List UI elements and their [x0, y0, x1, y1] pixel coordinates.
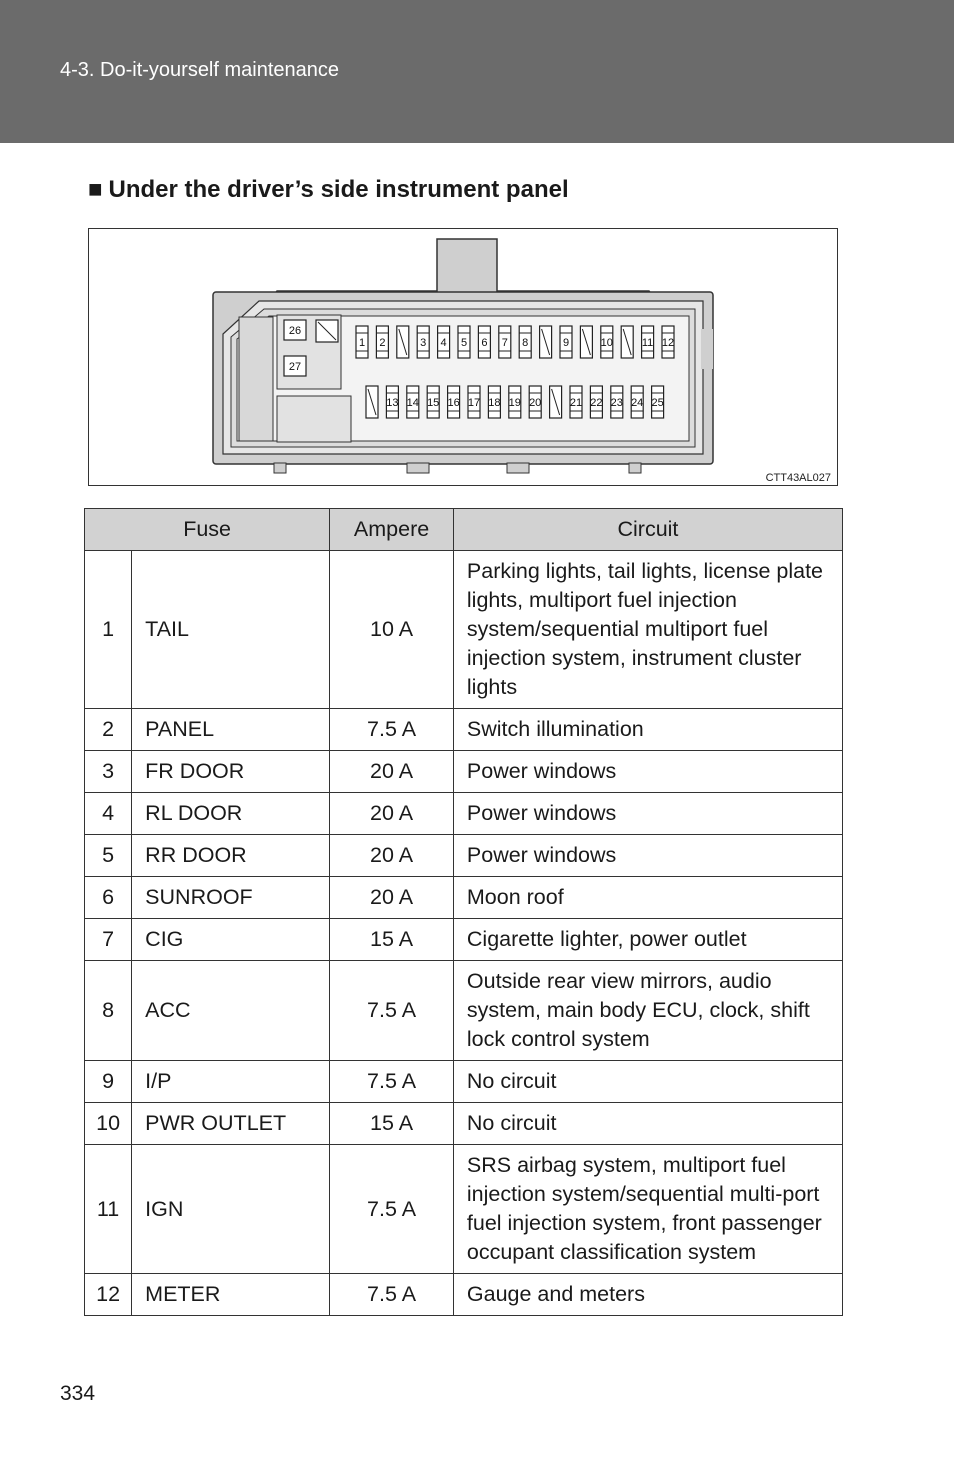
fuse-slot [356, 326, 368, 358]
fuse-slot-label: 2 [379, 337, 386, 349]
fuse-slot-label: 13 [386, 397, 399, 409]
fuse-slot [570, 386, 582, 418]
fuse-ampere: 15 A [330, 1103, 454, 1145]
fuse-number: 4 [85, 793, 132, 835]
empty-relay-slot [316, 320, 338, 342]
fuse-slot [376, 326, 388, 358]
fuse-slot-label: 14 [406, 397, 419, 409]
fuse-box-illustration [89, 229, 837, 485]
fuse-name: METER [132, 1274, 330, 1316]
section-title [88, 176, 569, 204]
fuse-slot-label: 19 [508, 397, 521, 409]
fuse-slot-label: 6 [481, 337, 488, 349]
fuse-slot-label: 3 [420, 337, 427, 349]
fuse-slot-label: 7 [501, 337, 508, 349]
fuse-name: RR DOOR [132, 835, 330, 877]
fuse-slot [407, 386, 419, 418]
fuse-slot-label: 22 [590, 397, 603, 409]
fuse-ampere: 15 A [330, 919, 454, 961]
fuse-ampere: 7.5 A [330, 961, 454, 1061]
fuse-name: ACC [132, 961, 330, 1061]
empty-fuse-slot [397, 326, 409, 358]
fuse-circuit: No circuit [453, 1103, 842, 1145]
relay-slot [284, 356, 306, 376]
fuse-slot-label: 18 [488, 397, 501, 409]
fuse-slot [651, 386, 663, 418]
fuse-slot [438, 326, 450, 358]
fuse-number: 3 [85, 751, 132, 793]
fuse-slot [478, 326, 490, 358]
fuse-slot [590, 386, 602, 418]
table-row [85, 751, 843, 793]
fuse-slot [662, 326, 674, 358]
fuse-slot-label: 16 [447, 397, 460, 409]
fuse-number: 12 [85, 1274, 132, 1316]
fuse-ampere: 20 A [330, 793, 454, 835]
fuse-number: 2 [85, 709, 132, 751]
fuse-circuit: No circuit [453, 1061, 842, 1103]
fuse-ampere: 20 A [330, 835, 454, 877]
fuse-slot-label: 5 [460, 337, 468, 349]
fuse-number: 7 [85, 919, 132, 961]
fuse-number: 8 [85, 961, 132, 1061]
fuse-number: 9 [85, 1061, 132, 1103]
fuse-number: 6 [85, 877, 132, 919]
fuse-ampere: 7.5 A [330, 1145, 454, 1274]
section-title-text: Under the driver’s side instrument panel [108, 176, 569, 203]
fuse-slot [611, 386, 623, 418]
fuse-slot [601, 326, 613, 358]
table-row [85, 919, 843, 961]
table-header-row [85, 509, 843, 551]
fuse-slot [519, 326, 531, 358]
fuse-slot-label: 17 [467, 397, 481, 409]
section-breadcrumb: 4-3. Do-it-yourself maintenance [60, 59, 340, 81]
fuse-name: SUNROOF [132, 877, 330, 919]
header-ampere: Ampere [330, 509, 454, 551]
fuse-slot-label: 9 [562, 337, 570, 349]
fuse-circuit: Power windows [453, 835, 842, 877]
fuse-name: IGN [132, 1145, 330, 1274]
table-row [85, 1061, 843, 1103]
fuse-slot-label: 11 [641, 337, 654, 349]
table-row [85, 709, 843, 751]
fuse-slot-label: 21 [569, 397, 583, 409]
fuse-circuit: Power windows [453, 751, 842, 793]
fuse-table [84, 508, 843, 1316]
fuse-name: PWR OUTLET [132, 1103, 330, 1145]
fuse-circuit: Cigarette lighter, power outlet [453, 919, 842, 961]
fuse-slot [529, 386, 541, 418]
fuse-slot-label: 23 [610, 397, 623, 409]
fuse-slot-label: 4 [440, 337, 447, 349]
fuse-ampere: 7.5 A [330, 709, 454, 751]
fuse-slot-label: 24 [631, 397, 644, 409]
header-fuse: Fuse [85, 509, 330, 551]
fuse-slot [642, 326, 654, 358]
table-row [85, 1145, 843, 1274]
fuse-circuit: Switch illumination [453, 709, 842, 751]
empty-fuse-slot [540, 326, 552, 358]
fuse-circuit: Outside rear view mirrors, audio system, main body ECU, clock, shift lock control system [453, 961, 842, 1061]
fuse-slot-label: 20 [529, 397, 542, 409]
relay-slot [284, 320, 306, 340]
relay-label: 26 [288, 325, 302, 337]
fuse-name: PANEL [132, 709, 330, 751]
fuse-name: CIG [132, 919, 330, 961]
table-row [85, 1103, 843, 1145]
fuse-circuit: Gauge and meters [453, 1274, 842, 1316]
fuse-slot-label: 15 [427, 397, 440, 409]
fuse-name: I/P [132, 1061, 330, 1103]
fuse-slot [560, 326, 572, 358]
table-row [85, 835, 843, 877]
header-circuit: Circuit [453, 509, 842, 551]
fuse-slot [458, 326, 470, 358]
fuse-ampere: 20 A [330, 877, 454, 919]
fuse-slot-label: 1 [358, 337, 366, 349]
table-row [85, 961, 843, 1061]
fuse-slot [427, 386, 439, 418]
empty-fuse-slot [366, 386, 378, 418]
fuse-circuit: SRS airbag system, multiport fuel injection system/sequential multi-port fuel injection system, front passenger occupant classification system [453, 1145, 842, 1274]
fuse-circuit: Parking lights, tail lights, license plate lights, multiport fuel injection system/sequential multiport fuel injection system, instrument cluster lights [453, 551, 842, 709]
fuse-ampere: 7.5 A [330, 1061, 454, 1103]
fuse-name: RL DOOR [132, 793, 330, 835]
figure-code: CTT43AL027 [765, 472, 831, 484]
empty-fuse-slot [580, 326, 592, 358]
page-number: 334 [60, 1382, 96, 1405]
fuse-slot [447, 386, 459, 418]
fuse-slot [509, 386, 521, 418]
fuse-slot [386, 386, 398, 418]
fuse-slot-label: 12 [661, 337, 675, 349]
fuse-slot-label: 10 [600, 337, 613, 349]
fuse-slot [631, 386, 643, 418]
fuse-box-diagram [88, 228, 838, 486]
page-header [0, 0, 954, 143]
fuse-circuit: Moon roof [453, 877, 842, 919]
empty-fuse-slot [621, 326, 633, 358]
fuse-slot [499, 326, 511, 358]
fuse-ampere: 7.5 A [330, 1274, 454, 1316]
fuse-number: 10 [85, 1103, 132, 1145]
table-row [85, 877, 843, 919]
fuse-slot [488, 386, 500, 418]
fuse-number: 1 [85, 551, 132, 709]
fuse-ampere: 20 A [330, 751, 454, 793]
fuse-name: FR DOOR [132, 751, 330, 793]
fuse-slot [417, 326, 429, 358]
table-row [85, 793, 843, 835]
fuse-circuit: Power windows [453, 793, 842, 835]
fuse-slot [468, 386, 480, 418]
fuse-name: TAIL [132, 551, 330, 709]
fuse-number: 11 [85, 1145, 132, 1274]
fuse-slot-label: 25 [651, 397, 664, 409]
fuse-ampere: 10 A [330, 551, 454, 709]
fuse-slot-label: 8 [522, 337, 529, 349]
empty-fuse-slot [550, 386, 562, 418]
fuse-number: 5 [85, 835, 132, 877]
table-row [85, 551, 843, 709]
table-row [85, 1274, 843, 1316]
square-bullet-icon: ■ [88, 176, 103, 203]
relay-label: 27 [288, 361, 302, 373]
